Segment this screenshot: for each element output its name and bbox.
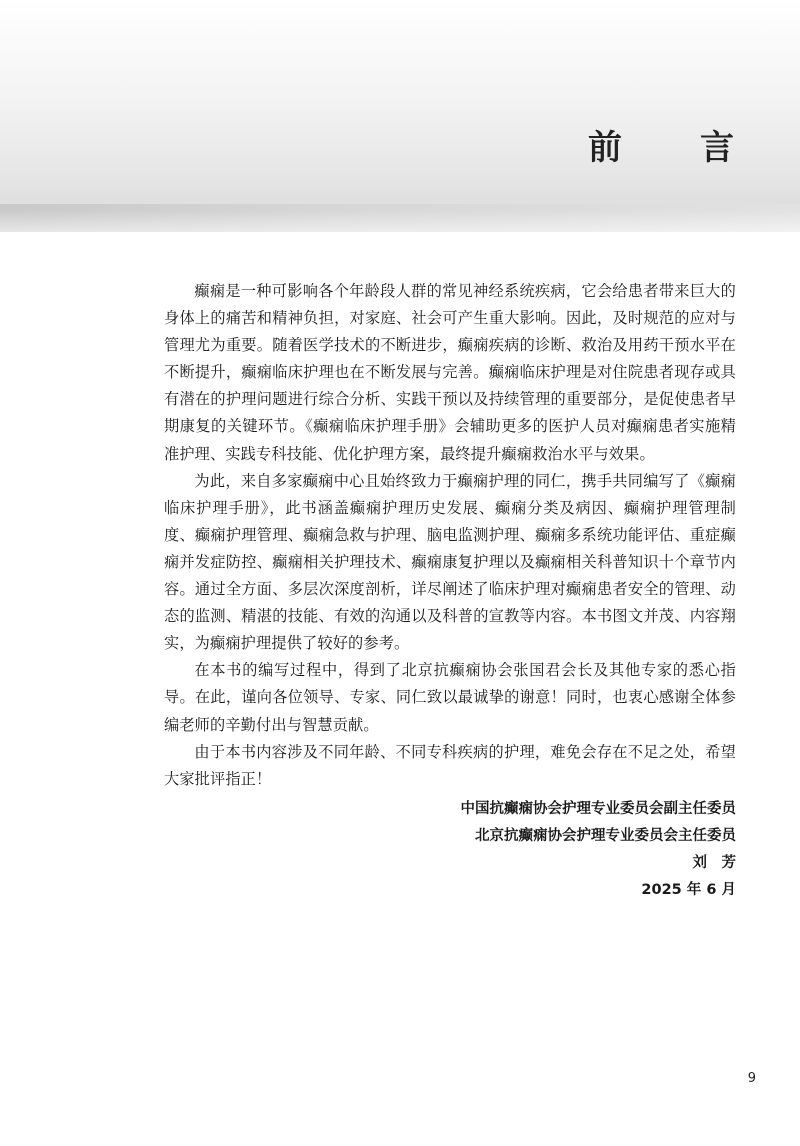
paragraph-4: 由于本书内容涉及不同年龄、不同专科疾病的护理，难免会存在不足之处，希望大家批评指正！ xyxy=(164,742,736,788)
paragraph-1: 癫痫是一种可影响各个年龄段人群的常见神经系统疾病，它会给患者带来巨大的身体上的痛苦和精神负担，对家庭、社会可产生重大影响。因此，及时规范的应对与管理尤为重要。随着医学技术的不断进步，癫痫疾病的诊断、救治及用药干预水平在不断提升，癫痫临床护理也在不断发展与完善。癫痫临床护理是对住院患者现存或具有潜在的护理问题进行综合分析、实践干预以及持续管理的重要部分，是促使患者早期康复的关键环节。《癫痫临床护理手册》会辅助更多的医护人员对癫痫患者实施精准护理、实践专科技能、优化护理方案，最终提升癫痫救治水平与效果。 xyxy=(164,282,736,463)
signature-date: 2025 年 6 月 xyxy=(641,882,736,898)
header-band xyxy=(0,0,800,232)
paragraph-2: 为此，来自多家癫痫中心且始终致力于癫痫护理的同仁，携手共同编写了《癫痫临床护理手册》，此书涵盖癫痫护理历史发展、癫痫分类及病因、癫痫护理管理制度、癫痫护理管理、癫痫急救与护理、脑电监测护理、癫痫多系统功能评估、重症癫痫并发症防控、癫痫相关护理技术、癫痫康复护理以及癫痫相关科普知识十个章节内容。通过全方面、多层次深度剖析，详尽阐述了临床护理对癫痫患者安全的管理、动态的监测、精湛的技能、有效的沟通以及科普的宣教等内容。本书图文并茂、内容翔实，为癫痫护理提供了较好的参考。 xyxy=(164,471,736,653)
preface-body xyxy=(164,278,736,793)
paragraph-3: 在本书的编写过程中，得到了北京抗癫痫协会张国君会长及其他专家的悉心指导。在此，谨向各位领导、专家、同仁致以最诚挚的谢意！同时，也衷心感谢全体参编老师的辛勤付出与智慧贡献。 xyxy=(164,661,736,734)
signature-block xyxy=(461,796,737,904)
header-stripe-highlight xyxy=(0,210,800,232)
page-title: 前 言 xyxy=(588,128,756,168)
page-number: 9 xyxy=(747,1071,756,1086)
signature-title-2: 北京抗癫痫协会护理专业委员会主任委员 xyxy=(475,828,736,844)
signature-name: 刘 芳 xyxy=(692,855,736,871)
signature-title-1: 中国抗癫痫协会护理专业委员会副主任委员 xyxy=(460,801,736,817)
